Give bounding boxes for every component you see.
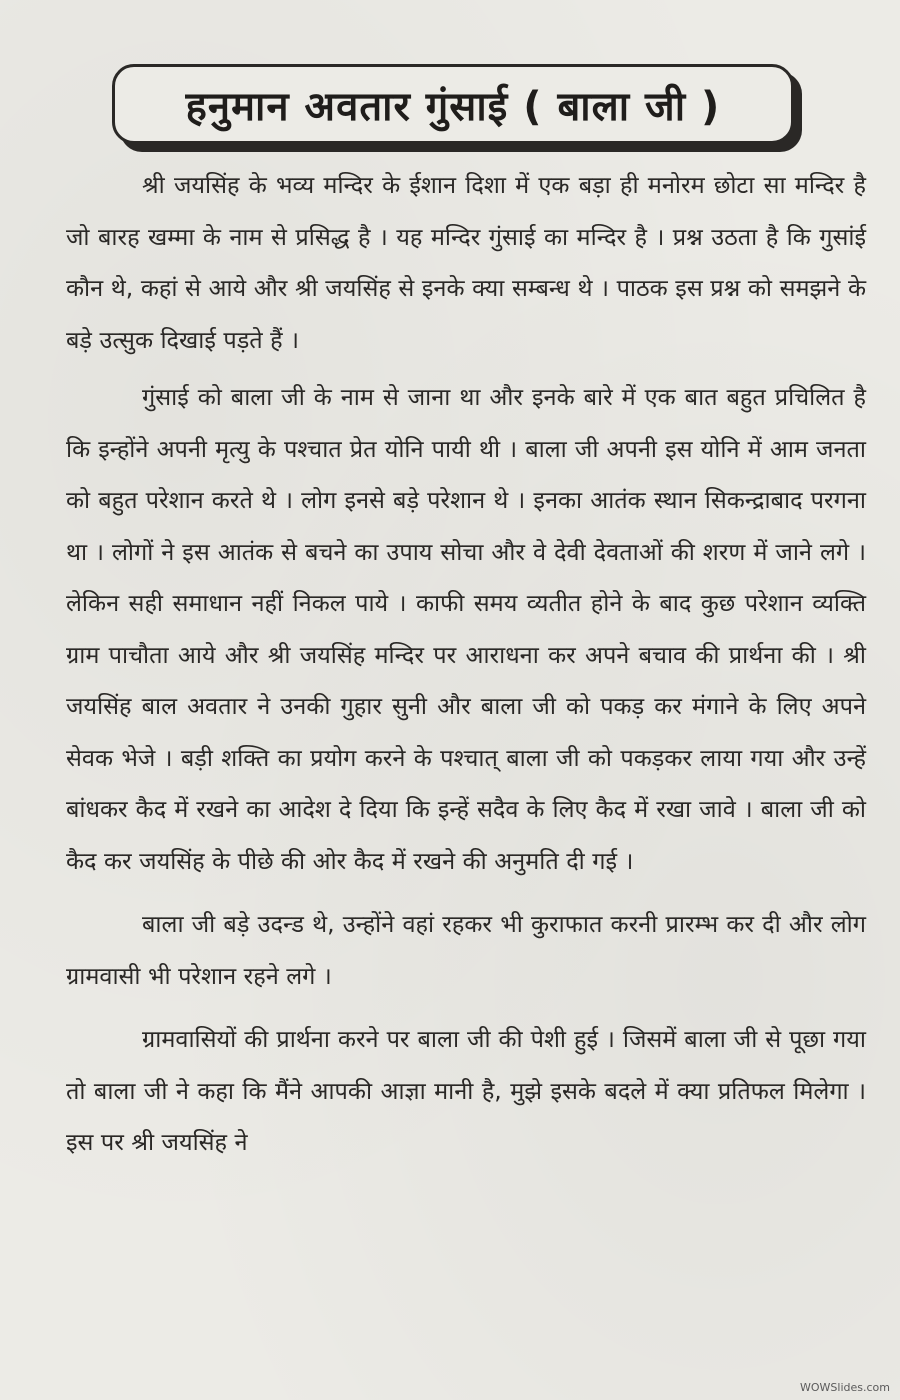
- page-title: हनुमान अवतार गुंसाई ( बाला जी ): [185, 83, 721, 130]
- paragraph-4: ग्रामवासियों की प्रार्थना करने पर बाला जी की पेशी हुई । जिसमें बाला जी से पूछा गया तो बाला जी ने कहा कि मैंने आपकी आज्ञा मानी है, मुझे इसके बदले में क्या प्रतिफल मिलेगा । इस पर श्री जयसिंह ने: [66, 1025, 866, 1156]
- paragraph-1: श्री जयसिंह के भव्य मन्दिर के ईशान दिशा में एक बड़ा ही मनोरम छोटा सा मन्दिर है जो बारह खम्मा के नाम से प्रसिद्ध है । यह मन्दिर गुंसाई का मन्दिर है । प्रश्न उठता है कि गुसांई कौन थे, कहां से आये और श्री जयसिंह से इनके क्या सम्बन्ध थे । पाठक इस प्रश्न को समझने के बड़े उत्सुक दिखाई पड़ते हैं ।: [66, 171, 866, 354]
- body-text: [66, 160, 866, 1169]
- title-box: [112, 64, 794, 144]
- paragraph-3: बाला जी बड़े उदन्ड थे, उन्होंने वहां रहकर भी कुराफात करनी प्रारम्भ कर दी और लोग ग्रामवासी भी परेशान रहने लगे ।: [66, 910, 866, 990]
- watermark: WOWSlides.com: [800, 1381, 890, 1394]
- paragraph-2: गुंसाई को बाला जी के नाम से जाना था और इनके बारे में एक बात बहुत प्रचिलित है कि इन्होंने अपनी मृत्यु के पश्चात प्रेत योनि पायी थी । बाला जी अपनी इस योनि में आम जनता को बहुत परेशान करते थे । लोग इनसे बड़े परेशान थे । इनका आतंक स्थान सिकन्द्राबाद परगना था । लोगों ने इस आतंक से बचने का उपाय सोचा और वे देवी देवताओं की शरण में जाने लगे । लेकिन सही समाधान नहीं निकल पाये । काफी समय व्यतीत होने के बाद कुछ परेशान व्यक्ति ग्राम पाचौता आये और श्री जयसिंह मन्दिर पर आराधना कर अपने बचाव की प्रार्थना की । श्री जयसिंह बाल अवतार ने उनकी गुहार सुनी और बाला जी को पकड़ कर मंगाने के लिए अपने सेवक भेजे । बड़ी शक्ति का प्रयोग करने के पश्चात् बाला जी को पकड़कर लाया गया और उन्हें बांधकर कैद में रखने का आदेश दे दिया कि इन्हें सदैव के लिए कैद में रखा जावे । बाला जी को कैद कर जयसिंह के पीछे की ओर कैद में रखने की अनुमति दी गई ।: [66, 383, 866, 875]
